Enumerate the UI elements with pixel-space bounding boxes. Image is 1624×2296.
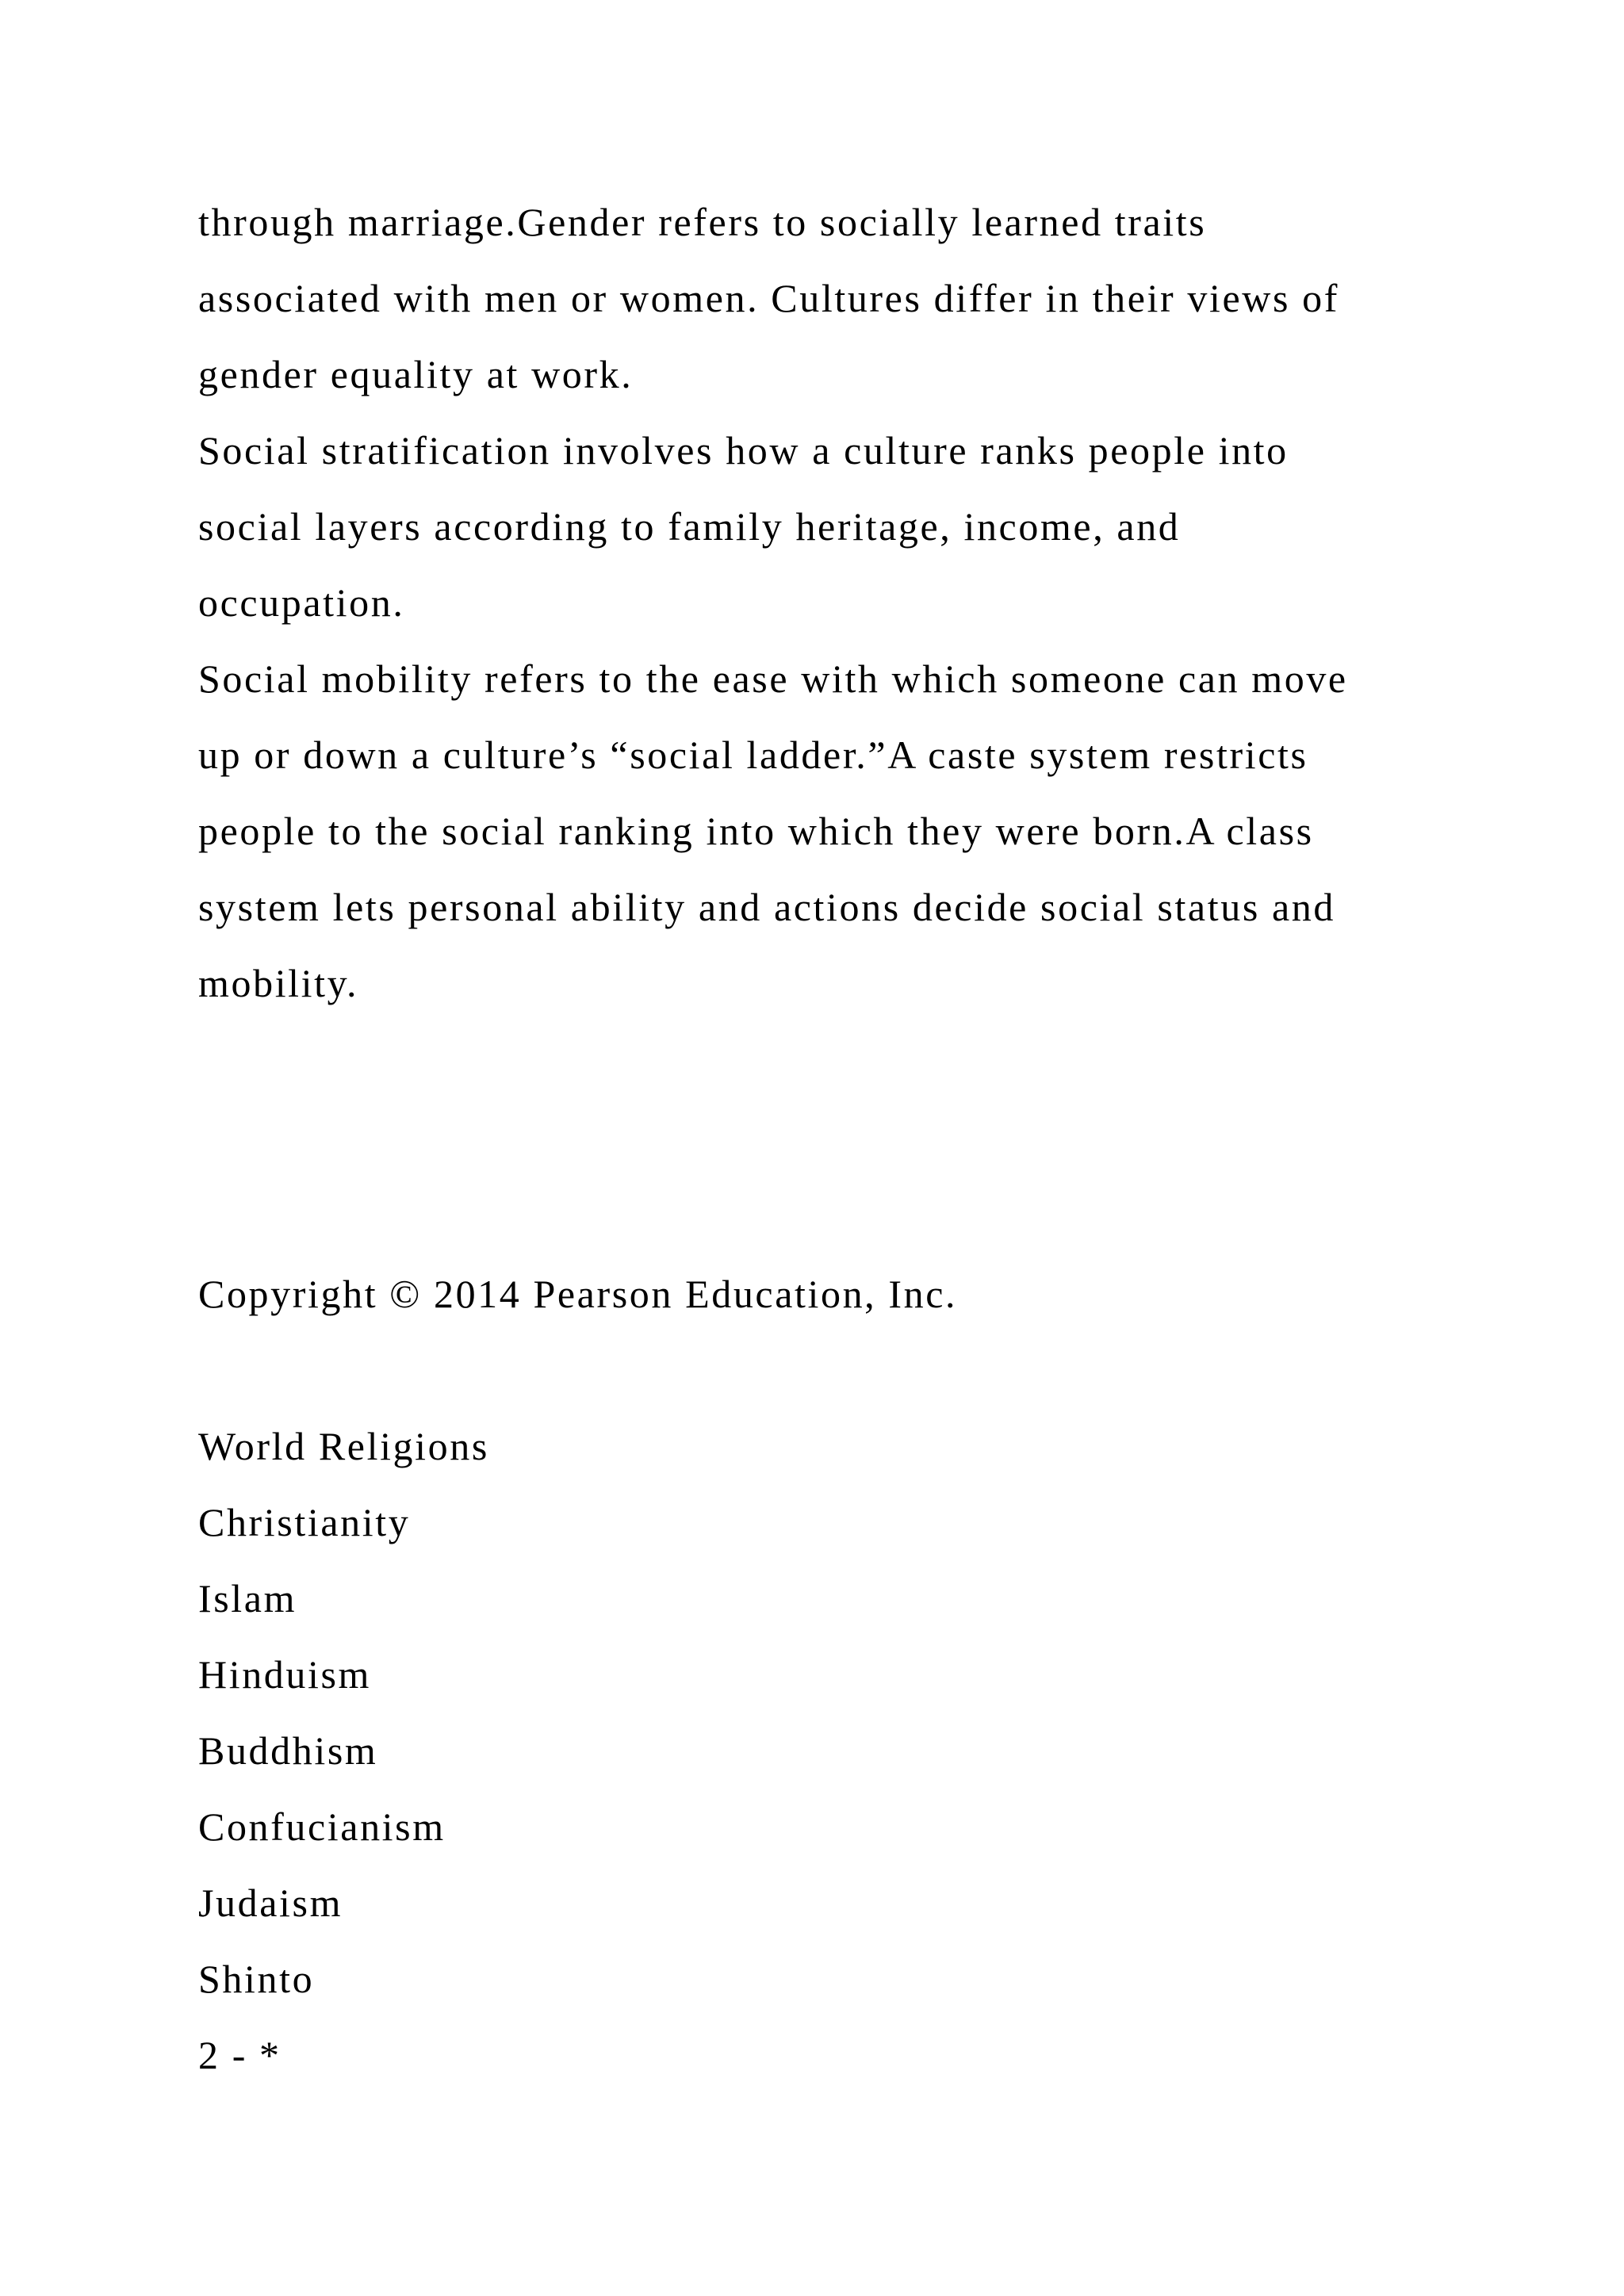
body-text-line: system lets personal ability and actions decide social status and: [198, 885, 1335, 929]
religion-list-item: Shinto: [198, 1957, 315, 2001]
body-text-line: gender equality at work.: [198, 352, 634, 396]
religion-list-item: Islam: [198, 1576, 297, 1621]
copyright-notice: Copyright © 2014 Pearson Education, Inc.: [198, 1272, 958, 1316]
body-text-line: occupation.: [198, 580, 405, 625]
religion-list-item: Confucianism: [198, 1804, 446, 1849]
religion-list-item: Judaism: [198, 1881, 343, 1925]
body-text-line: up or down a culture’s “social ladder.”A caste system restricts: [198, 733, 1308, 777]
religion-list-item: Christianity: [198, 1500, 411, 1544]
body-text-line: through marriage.Gender refers to socially learned traits: [198, 200, 1207, 244]
body-text-line: mobility.: [198, 961, 359, 1005]
slide-number: 2 - *: [198, 2033, 282, 2077]
section-heading: World Religions: [198, 1424, 489, 1468]
body-text-line: associated with men or women. Cultures differ in their views of: [198, 276, 1339, 320]
body-text-line: social layers according to family heritage, income, and: [198, 504, 1181, 549]
religion-list-item: Buddhism: [198, 1728, 378, 1773]
religion-list-item: Hinduism: [198, 1652, 372, 1697]
body-text-line: people to the social ranking into which they were born.A class: [198, 809, 1314, 853]
body-text-line: Social stratification involves how a culture ranks people into: [198, 428, 1289, 473]
body-text-line: Social mobility refers to the ease with which someone can move: [198, 656, 1348, 701]
